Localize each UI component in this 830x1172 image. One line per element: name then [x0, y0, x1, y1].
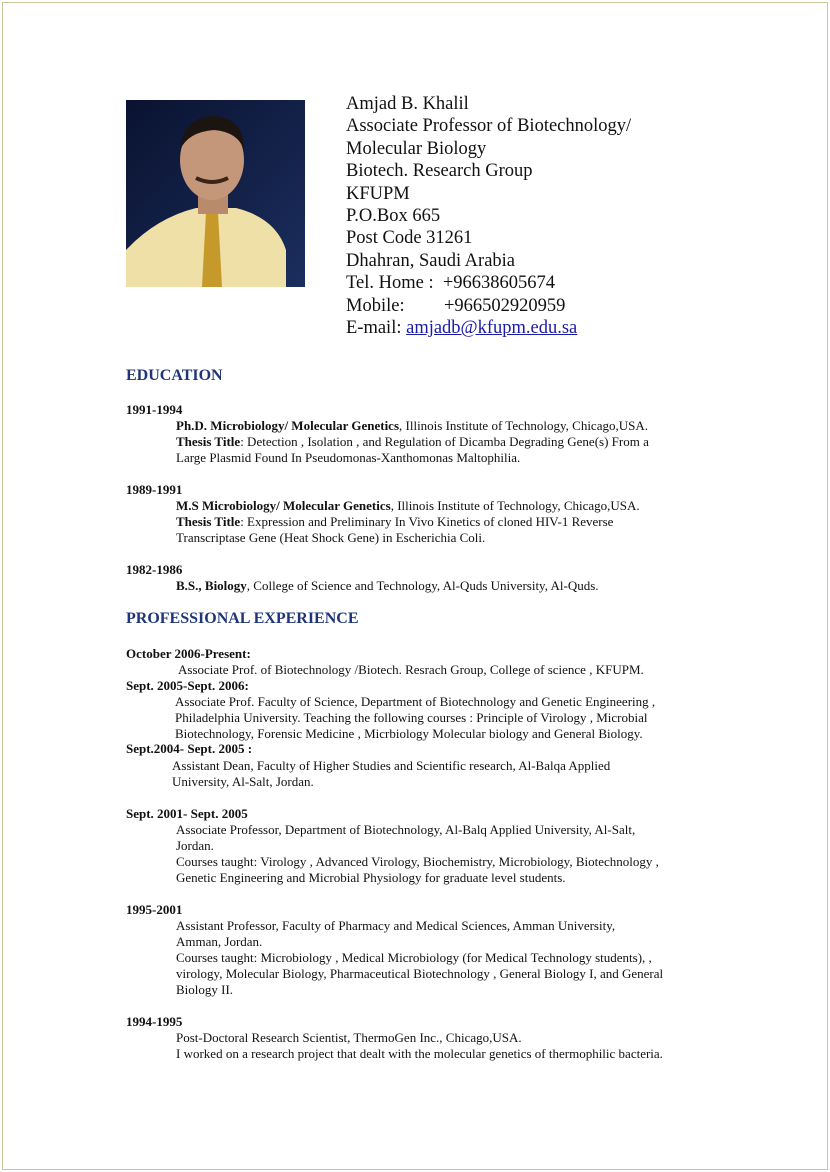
education-line — [176, 450, 520, 466]
experience-line: Courses taught: Microbiology , Medical Microbiology (for Medical Technology students), , — [176, 950, 652, 965]
experience-line: Associate Prof. Faculty of Science, Department of Biotechnology and Genetic Engineering , — [175, 694, 656, 709]
line-text: Large Plasmid Found In Pseudomonas-Xanthomonas Maltophilia. — [176, 450, 521, 465]
experience-line: University, Al-Salt, Jordan. — [172, 774, 314, 789]
experience-line: Post-Doctoral Research Scientist, ThermoGen Inc., Chicago,USA. — [176, 1030, 522, 1045]
line-text: , College of Science and Technology, Al-Quds University, Al-Quds. — [246, 578, 599, 593]
city: Dhahran, Saudi Arabia — [346, 250, 516, 271]
experience-line: Jordan. — [176, 838, 214, 853]
tel-value: +96638605674 — [442, 273, 556, 294]
line-text: : Detection , Isolation , and Regulation of Dicamba Degrading Gene(s) From a — [240, 434, 649, 449]
institution: KFUPM — [346, 183, 410, 204]
contact-header — [346, 93, 631, 339]
education-line — [176, 418, 648, 434]
profile-photo — [126, 100, 305, 287]
bold-label: Ph.D. Microbiology/ Molecular Genetics — [176, 418, 400, 433]
mobile — [346, 295, 631, 317]
tel-home — [346, 272, 631, 294]
experience-heading: PROFESSIONAL EXPERIENCE — [126, 610, 359, 627]
experience-date: Sept. 2001- Sept. 2005 — [126, 806, 248, 821]
email-link[interactable]: amjadb@kfupm.edu.sa — [406, 318, 578, 339]
experience-date: October 2006-Present: — [126, 646, 251, 661]
line-text: Transcriptase Gene (Heat Shock Gene) in Escherichia Coli. — [176, 530, 486, 545]
postcode: Post Code 31261 — [346, 228, 473, 249]
education-line — [176, 434, 649, 450]
experience-line: Associate Professor, Department of Biotechnology, Al-Balq Applied University, Al-Salt, — [176, 822, 636, 837]
education-line — [176, 514, 613, 530]
email-label: E-mail: — [346, 318, 402, 339]
education-heading: EDUCATION — [126, 367, 223, 384]
mobile-value: +966502920959 — [444, 295, 566, 316]
experience-date: 1995-2001 — [126, 902, 183, 917]
education-line — [176, 530, 485, 546]
bold-label: Thesis Title — [176, 434, 241, 449]
experience-line: Philadelphia University. Teaching the following courses : Principle of Virology , Microbial — [175, 710, 648, 725]
line-text: , Illinois Institute of Technology, Chicago,USA. — [390, 498, 640, 513]
experience-line: Amman, Jordan. — [176, 934, 263, 949]
bold-label: M.S Microbiology/ Molecular Genetics — [176, 498, 391, 513]
education-date: 1991-1994 — [126, 402, 183, 417]
line-text: , Illinois Institute of Technology, Chicago,USA. — [399, 418, 648, 433]
pobox: P.O.Box 665 — [346, 206, 441, 227]
tel-label: Tel. Home : — [346, 273, 434, 294]
experience-date: 1994-1995 — [126, 1014, 183, 1029]
experience-date: Sept. 2005-Sept. 2006: — [126, 678, 249, 693]
education-date: 1982-1986 — [126, 562, 183, 577]
line-text: : Expression and Preliminary In Vivo Kinetics of cloned HIV-1 Reverse — [240, 514, 614, 529]
experience-line: I worked on a research project that dealt with the molecular genetics of thermophilic bacteria. — [176, 1046, 663, 1061]
job-title-line2: Molecular Biology — [346, 138, 487, 159]
experience-line: Assistant Dean, Faculty of Higher Studies and Scientific research, Al-Balqa Applied — [172, 758, 611, 773]
experience-line: virology, Molecular Biology, Pharmaceutical Biotechnology , General Biology I, and General — [176, 966, 664, 981]
experience-line: Associate Prof. of Biotechnology /Biotech. Resrach Group, College of science , KFUPM. — [178, 662, 644, 677]
education-line — [176, 498, 640, 514]
experience-line: Genetic Engineering and Microbial Physiology for graduate level students. — [176, 870, 566, 885]
group: Biotech. Research Group — [346, 161, 533, 182]
education-line — [176, 578, 599, 594]
bold-label: Thesis Title — [176, 514, 241, 529]
experience-line: Assistant Professor, Faculty of Pharmacy and Medical Sciences, Amman University, — [176, 918, 616, 933]
experience-line: Biotechnology, Forensic Medicine , Micrbiology Molecular biology and General Biology. — [175, 726, 643, 741]
name: Amjad B. Khalil — [346, 94, 469, 114]
experience-date: Sept.2004- Sept. 2005 : — [126, 741, 253, 756]
job-title-line1: Associate Professor of Biotechnology/ — [346, 116, 632, 137]
experience-line: Courses taught: Virology , Advanced Virology, Biochemistry, Microbiology, Biotechnology , — [176, 854, 659, 869]
bold-label: B.S., Biology — [176, 578, 247, 593]
mobile-label: Mobile: — [346, 295, 405, 316]
experience-line: Biology II. — [176, 982, 234, 997]
education-date: 1989-1991 — [126, 482, 183, 497]
email — [346, 317, 631, 339]
